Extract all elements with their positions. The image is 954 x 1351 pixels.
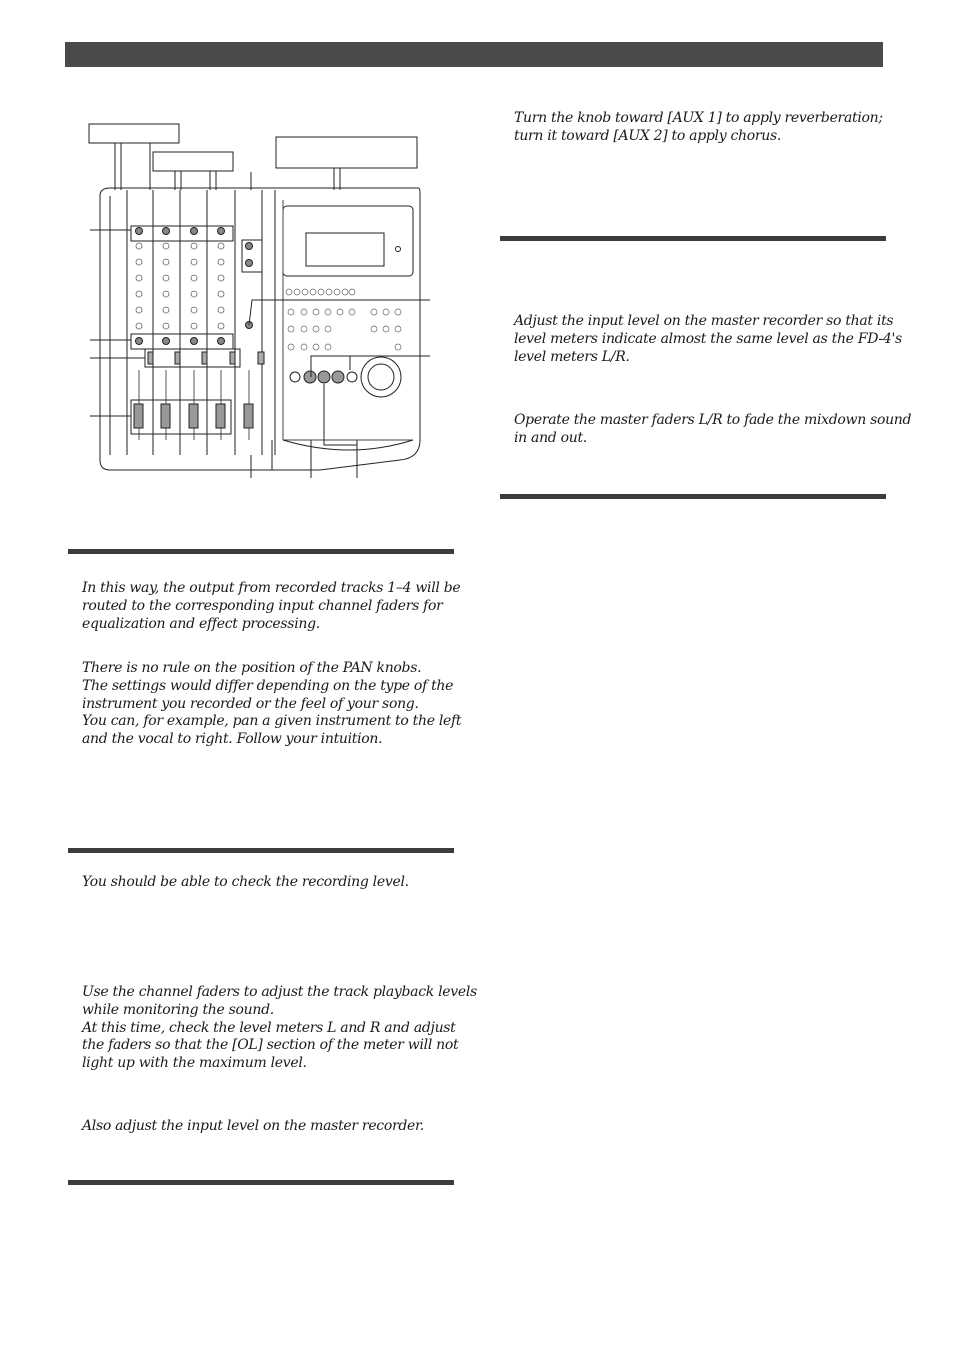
text-line: Use the channel faders to adjust the track playback levels: [82, 984, 477, 1000]
text-line: in and out.: [514, 429, 587, 446]
right-paragraph-2: [514, 313, 902, 366]
section-rule: [500, 236, 886, 241]
text-line: level meters indicate almost the same level as the FD-4's: [514, 330, 902, 347]
text-line: instrument you recorded or the feel of your song.: [82, 695, 419, 712]
right-paragraph-3: [514, 412, 912, 448]
right-paragraph-1: [514, 110, 889, 146]
text-line: Also adjust the input level on the master recorder.: [82, 1118, 425, 1134]
text-line: At this time, check the level meters L and R and adjust: [82, 1019, 456, 1036]
callout-box-2: [153, 152, 233, 171]
callout-box-3: [276, 137, 417, 168]
text-line: There is no rule on the position of the PAN knobs.: [82, 660, 422, 676]
left-paragraph-2: [82, 660, 462, 749]
text-line: Operate the master faders L/R to fade the mixdown sound: [514, 412, 912, 428]
section-rule: [68, 1180, 454, 1185]
text-line: You can, for example, pan a given instrument to the left: [82, 713, 462, 730]
left-paragraph-5: [82, 1118, 457, 1136]
section-rule: [68, 848, 454, 853]
text-line: routed to the corresponding input channel faders for: [82, 597, 443, 614]
section-rule: [500, 494, 886, 499]
text-line: the faders so that the [OL] section of the meter will not: [82, 1037, 459, 1054]
text-line: The settings would differ depending on the type of the: [82, 677, 454, 694]
text-line: equalization and effect processing.: [82, 615, 320, 632]
text-line: Adjust the input level on the master recorder so that its: [514, 313, 894, 329]
text-line: turn it toward [AUX 2] to apply chorus.: [514, 127, 781, 144]
text-line: while monitoring the sound.: [82, 1001, 274, 1018]
text-line: In this way, the output from recorded tracks 1–4 will be: [82, 580, 461, 596]
text-line: and the vocal to right. Follow your intuition.: [82, 731, 383, 748]
text-line: level meters L/R.: [514, 348, 630, 365]
section-rule: [68, 549, 454, 554]
text-line: light up with the maximum level.: [82, 1055, 307, 1072]
left-paragraph-1: [82, 580, 461, 633]
left-paragraph-4: [82, 984, 477, 1073]
left-paragraph-3: [82, 874, 457, 892]
page-header-bar: [65, 42, 883, 67]
fd-4-panel-diagram: [85, 118, 435, 483]
text-line: Turn the knob toward [AUX 1] to apply reverberation;: [514, 110, 883, 126]
text-line: You should be able to check the recording level.: [82, 874, 409, 890]
callout-box-1: [89, 124, 179, 143]
